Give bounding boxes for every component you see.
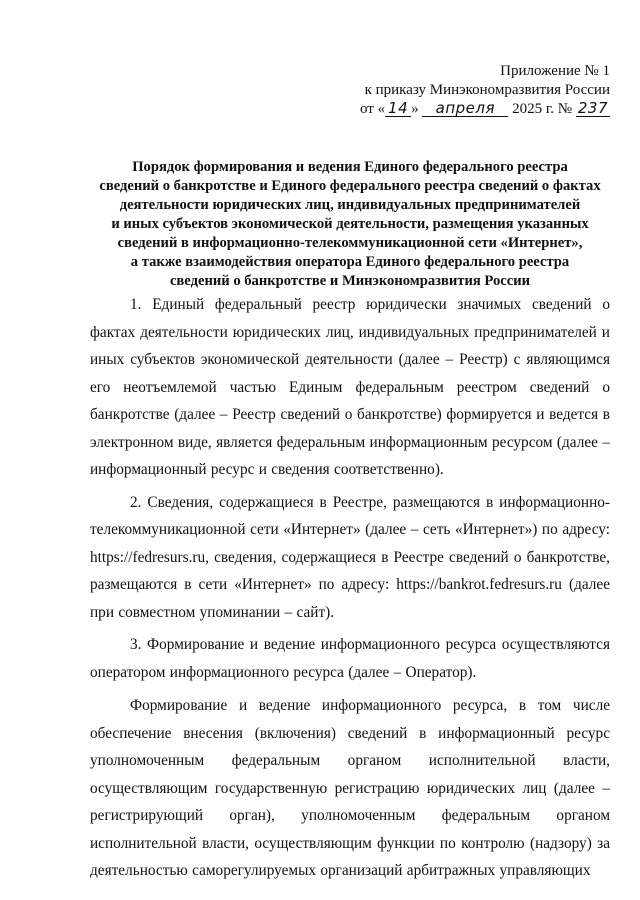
paragraph-3: 3. Формирование и ведение информационного ресурса осуществляются оператором информационного ресурса (далее – Оператор). <box>90 636 610 681</box>
appendix-header <box>310 62 610 119</box>
title-line: сведений о банкротстве и Единого федерального реестра сведений о фактах <box>99 178 601 194</box>
title-line: сведений в информационно-телекоммуникационной сети «Интернет», <box>117 235 583 251</box>
paragraph-2: 2. Сведения, содержащиеся в Реестре, размещаются в информационно-телекоммуникационной сети «Интернет» (далее – сеть «Интернет») по адресу: https://fedresurs.ru, сведения, содержащиеся в Реестре сведений о банкротстве, размещаются в сети «Интернет» по адресу: https://bankrot.fedresurs.ru (далее при совместном упоминании – сайт). <box>90 493 610 621</box>
handwritten-month: апреля <box>422 101 508 117</box>
title-line: Порядок формирования и ведения Единого федерального реестра <box>132 159 568 175</box>
date-quote-close: » <box>411 101 419 117</box>
title-line: и иных субъектов экономической деятельности, размещения указанных <box>111 216 589 232</box>
handwritten-order-number: 237 <box>577 99 608 117</box>
title-line: деятельности юридических лиц, индивидуальных предпринимателей <box>119 197 581 213</box>
appendix-order-reference: к приказу Минэкономразвития России <box>364 82 610 98</box>
appendix-date-line <box>310 100 610 119</box>
document-body <box>90 291 610 890</box>
paragraph-1: 1. Единый федеральный реестр юридически значимых сведений о фактах деятельности юридических лиц, индивидуальных предпринимателей и иных субъектов экономической деятельности (далее – Реестр) с являющимся его неотъемлемой частью Единым федеральным реестром сведений о банкротстве (далее – Реестр сведений о банкротстве) формируется и ведется в электронном виде, является федеральным информационным ресурсом (далее – информационный ресурс и сведения соответственно). <box>90 296 610 478</box>
document-title <box>90 158 610 291</box>
appendix-title: Приложение № 1 <box>500 63 610 79</box>
paragraph-4: Формирование и ведение информационного ресурса, в том числе обеспечение внесения (включения) сведений в информационный ресурс уполномоченным федеральным органом исполнительной власти, осуществляющим государственную регистрацию юридических лиц (далее – регистрирующий орган), уполномоченным федеральным органом исполнительной власти, осуществляющим функции по контролю (надзору) за деятельностью саморегулируемых организаций арбитражных управляющих <box>90 697 610 879</box>
date-year-number-label: 2025 г. № <box>512 101 573 117</box>
date-prefix: от « <box>359 101 386 117</box>
title-line: сведений о банкротстве и Минэкономразвития России <box>169 273 531 289</box>
title-line: а также взаимодействия оператора Единого федерального реестра <box>130 254 570 270</box>
handwritten-day: 14 <box>385 101 411 117</box>
